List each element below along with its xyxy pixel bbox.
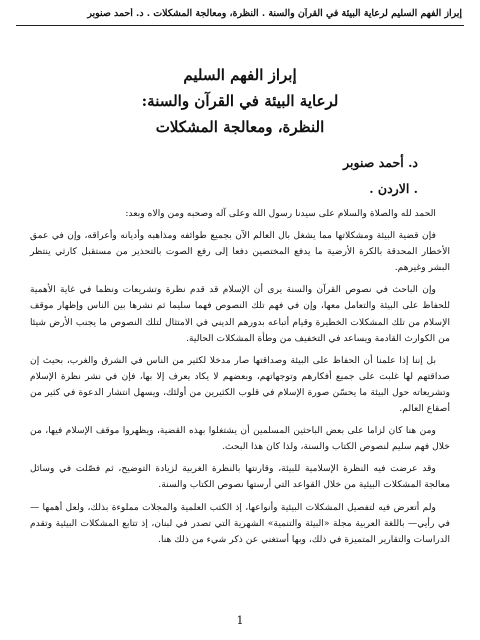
body-text <box>30 206 450 554</box>
page-number: 1 <box>236 614 244 627</box>
author-name: د. أحمد صنوبر <box>343 155 418 170</box>
paragraph: فإن قضية البيئة ومشكلاتها مما يشغل بال العالم الآن بجميع طوائفه ومذاهبه وأديانه وأعراقه، وإن في عمق الأخطار المحدقة بالكرة الأرضية ما يدفع المختصين دفعا إلى رفع الصوت بالتحذير من مستقبل كارثي ينتظر البشر وغيرهم. <box>30 230 450 274</box>
paragraph: ولم أتعرض فيه لتفصيل المشكلات البيئية وأنواعها، إذ الكتب العلمية والمجلات مملوءة بذلك، ولعل أهمها —في رأيي— باللغة العربية مجلة «البيئة والتنمية» الشهرية التي تصدر في لبنان، إذ تتابع المشكلات البيئية وتقدم الدراسات والتقارير المتميزة في ذلك، وبها أستغني عن ذكر شيء من ذلك هنا. <box>30 501 450 545</box>
paragraph: وإن الباحث في نصوص القرآن والسنة يرى أن الإسلام قد قدم نظرة وتشريعات ونظما في غاية الأهمية للحفاظ على البيئة والتعامل معها، وإن في فهم تلك النصوص فهما سليما ثم نشرها بين الناس وإظهار موقف الإسلام من تلك المشكلات الخطيرة وقيام أتباعه بدورهم الديني في الامتثال لتلك النصوص ما يجنب الأرض شيئا من الكوارث القادمة ويساعد في التخفيف من وطأة المشكلات الحالية. <box>30 284 450 344</box>
title-block <box>40 62 440 140</box>
title-line-3: النظرة، ومعالجة المشكلات <box>155 118 325 136</box>
author-block <box>343 150 418 202</box>
paragraph: بل إننا إذا علمنا أن الحفاظ على البيئة وصداقتها صار مدخلا لكثير من الناس في الشرق والغرب، بحيث إن صداقتهم لها غلبت على جميع أفكارهم وتوجهاتهم، وبعضهم لا يكاد يعرف إلا بها، فإن في نشر نظرة الإسلام وتشريعاته حول البيئة ما يحسّن صورة الإسلام في قلوب الكثيرين من أولئك، ويسهل انتشار الدعوة في كثير من أصقاع العالم. <box>30 354 450 415</box>
author-country: . الاردن . <box>369 181 418 196</box>
paragraph: ومن هنا كان لزاما على بعض الباحثين المسلمين أن يشتغلوا بهذه القضية، ويظهروا موقف الإسلام فيها، من خلال فهم سليم لنصوص الكتاب والسنة، ولذا كان هذا البحث. <box>30 425 450 453</box>
title-line-2: لرعاية البيئة في القرآن والسنة: <box>141 92 339 110</box>
running-header: إبراز الفهم السليم لرعاية البيئة في القرآن والسنة . النظرة، ومعالجة المشكلات . د. أحمد صنوبر <box>87 8 462 19</box>
paragraph: وقد عرضت فيه النظرة الإسلامية للبيئة، وقارنتها بالنظرة الغربية لزيادة التوضيح، ثم فصّلت في وسائل معالجة المشكلات البيئية من خلال القواعد التي أرستها نصوص الكتاب والسنة. <box>30 463 450 491</box>
header-rule <box>16 25 464 26</box>
title-line-1: إبراز الفهم السليم <box>183 66 297 84</box>
paragraph: الحمد لله والصلاة والسلام على سيدنا رسول الله وعلى آله وصحبه ومن والاه وبعد: <box>125 208 436 219</box>
